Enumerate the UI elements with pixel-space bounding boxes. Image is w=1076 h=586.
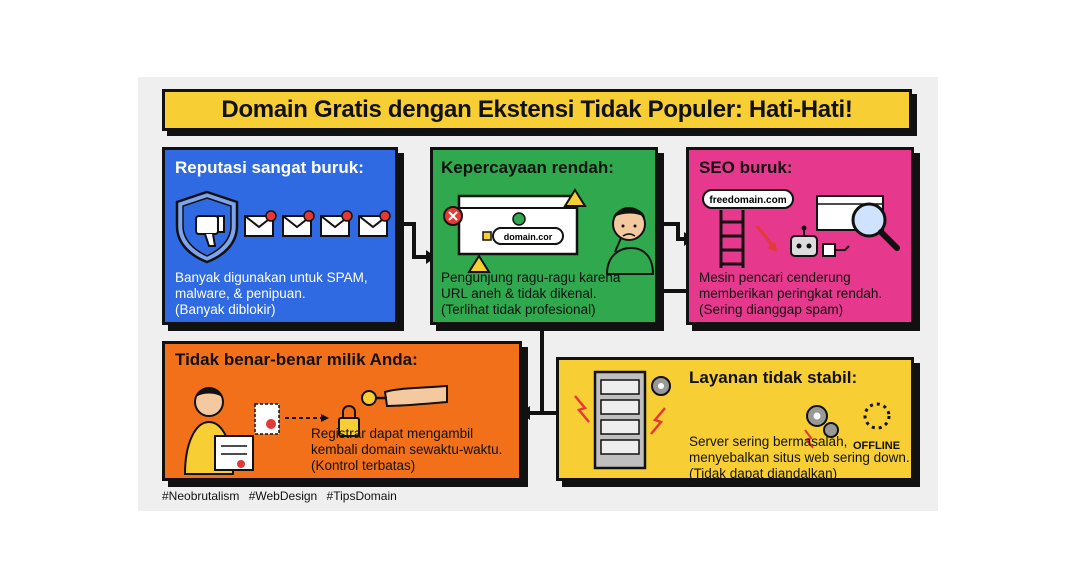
hashtag: #TipsDomain xyxy=(326,489,397,503)
card-title: Tidak benar-benar milik Anda: xyxy=(175,350,418,369)
card-title: Kepercayaan rendah: xyxy=(441,158,614,177)
body-line: (Tidak dapat diandalkan) xyxy=(689,466,838,481)
browser-warning-icon xyxy=(444,190,585,272)
card-reputasi xyxy=(162,147,398,325)
confused-person-icon xyxy=(607,208,653,274)
body-line: URL aneh & tidak dikenal. xyxy=(441,286,597,301)
card-body xyxy=(311,426,502,474)
body-line: Registrar dapat mengambil xyxy=(311,426,474,441)
body-line: (Terlihat tidak profesional) xyxy=(441,302,596,317)
hashtag: #WebDesign xyxy=(248,489,318,503)
card-body xyxy=(175,270,368,318)
body-line: (Kontrol terbatas) xyxy=(311,458,416,473)
card-title: Layanan tidak stabil: xyxy=(689,368,858,387)
body-line: (Banyak diblokir) xyxy=(175,302,276,317)
page-title: Domain Gratis dengan Ekstensi Tidak Populer: Hati-Hati! xyxy=(221,96,853,123)
body-line: malware, & penipuan. xyxy=(175,286,306,301)
body-line: Server sering bermasalah, xyxy=(689,434,848,449)
card-seo xyxy=(686,147,914,325)
loading-icon xyxy=(865,404,889,428)
url-pill xyxy=(703,190,793,208)
person-certificate-icon xyxy=(185,388,329,474)
card-kepemilikan xyxy=(162,341,522,481)
body-line: menyebalkan situs web sering down. xyxy=(689,450,910,465)
hashtag: #Neobrutalism xyxy=(162,489,240,503)
hashtags xyxy=(162,489,403,503)
spam-mail-icon xyxy=(245,211,390,236)
card-title: SEO buruk: xyxy=(699,158,793,177)
connector-1 xyxy=(402,224,426,257)
card-layanan xyxy=(556,357,914,481)
card-body xyxy=(689,434,910,482)
body-line: (Sering dianggap spam) xyxy=(699,302,844,317)
magnifier-icon xyxy=(817,196,897,248)
body-line: Mesin pencari cenderung xyxy=(699,270,851,285)
body-line: memberikan peringkat rendah. xyxy=(699,286,883,301)
card-title: Reputasi sangat buruk: xyxy=(175,158,364,177)
seo-url-label: freedomain.com xyxy=(709,195,787,206)
gears-icon xyxy=(652,377,670,395)
body-line: Banyak digunakan untuk SPAM, xyxy=(175,270,368,285)
ladder-icon xyxy=(721,210,777,268)
offline-label: OFFLINE xyxy=(853,440,901,452)
browser-url-label: domain.cor xyxy=(503,232,553,242)
connector-2 xyxy=(662,224,684,239)
card-body xyxy=(699,270,882,318)
body-line: kembali domain sewaktu-waktu. xyxy=(311,442,503,457)
infographic-canvas xyxy=(138,77,938,511)
shield-thumbs-down-icon xyxy=(177,192,237,262)
body-line: Pengunjung ragu-ragu karena xyxy=(441,270,621,285)
card-body xyxy=(441,270,620,318)
card-kepercayaan xyxy=(430,147,658,325)
